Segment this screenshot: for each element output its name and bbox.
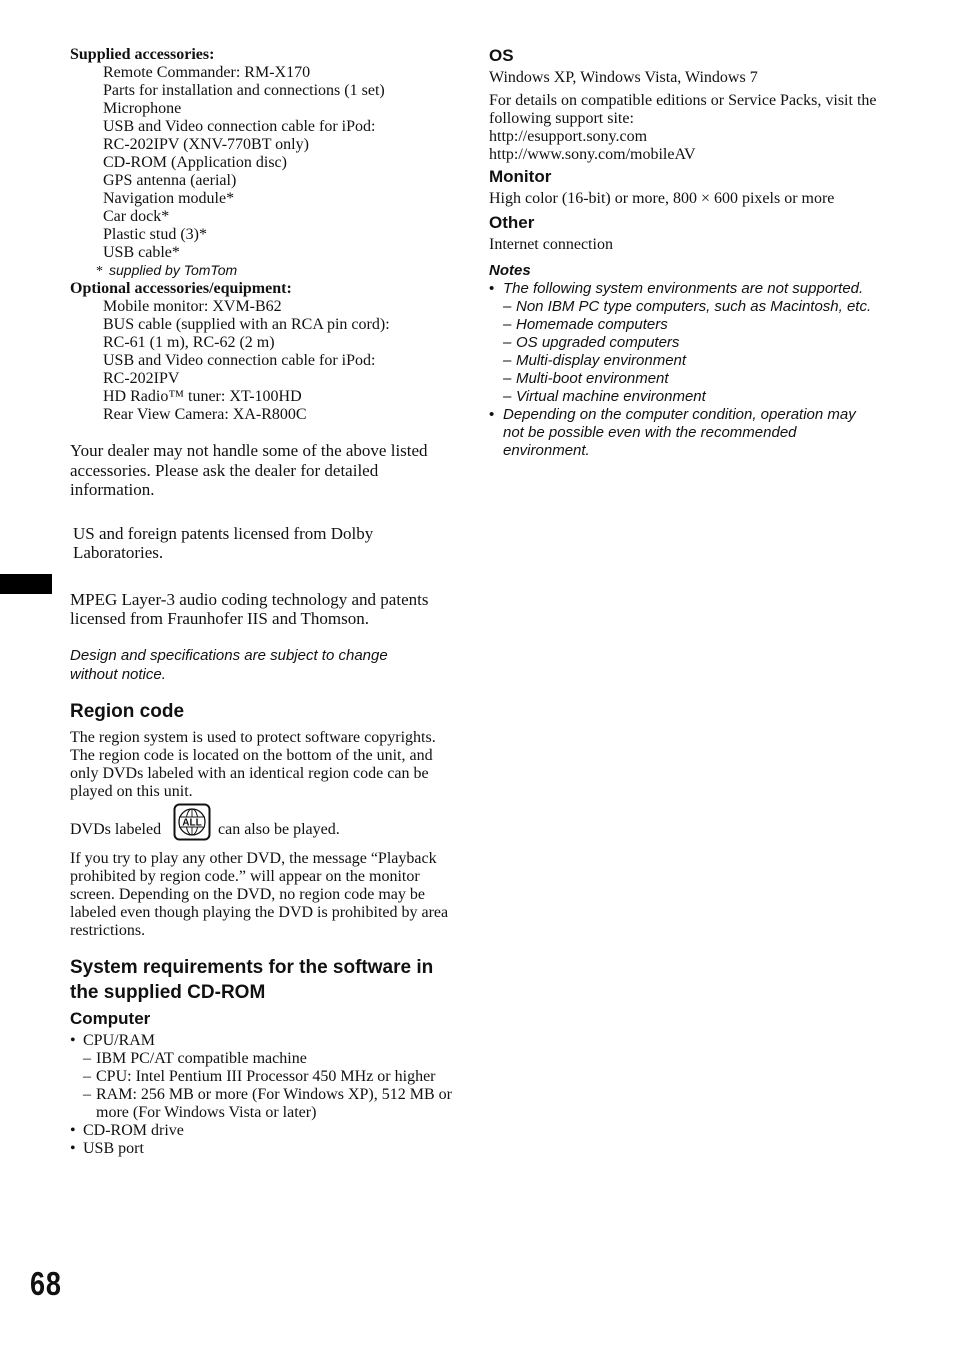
dvd-label-after: can also be played.: [218, 820, 340, 838]
cpu-ram-dash-item: – CPU: Intel Pentium III Processor 450 MHz or higher: [83, 1067, 436, 1085]
computer-heading: Computer: [70, 1008, 151, 1028]
section-tab-marker: [0, 574, 52, 594]
supplied-item: Car dock*: [103, 208, 170, 225]
dash-text: CPU: Intel Pentium III Processor 450 MHz or higher: [96, 1067, 436, 1085]
notes-bullet: • Depending on the computer condition, operation may not be possible even with the recommended environment.: [489, 406, 856, 459]
optional-accessories-title: Optional accessories/equipment:: [70, 280, 292, 297]
os-line: Windows XP, Windows Vista, Windows 7: [489, 69, 758, 86]
cdrom-label: CD-ROM drive: [83, 1121, 184, 1139]
supplied-item: USB cable*: [103, 244, 180, 261]
notes-dash-item: – Virtual machine environment: [503, 388, 706, 405]
notes-list: [489, 280, 879, 460]
mpeg-note: MPEG Layer-3 audio coding technology and patents licensed from Fraunhofer IIS and Thomson.: [70, 589, 429, 628]
cdrom-bullet: • CD-ROM drive: [70, 1121, 184, 1139]
supplied-item: RC-202IPV (XNV-770BT only): [103, 136, 309, 153]
optional-accessories-block: [70, 280, 455, 424]
design-note: Design and specifications are subject to change without notice.: [70, 646, 388, 683]
dash-text: Homemade computers: [516, 316, 668, 333]
dash-text: Multi-display environment: [516, 352, 687, 369]
region-all-globe-icon: [173, 803, 211, 841]
cpu-ram-dash-item: – IBM PC/AT compatible machine: [83, 1049, 307, 1067]
footnote-mark: *: [96, 264, 103, 279]
supplied-accessories-title: Supplied accessories:: [70, 46, 215, 63]
cpu-ram-label: CPU/RAM: [83, 1031, 156, 1049]
supplied-footnote: [70, 262, 455, 280]
supplied-accessories-block: [70, 46, 455, 280]
page-number: 68: [30, 1265, 62, 1302]
left-column: [70, 46, 455, 1158]
dealer-note: Your dealer may not handle some of the above listed accessories. Please ask the dealer for detailed information.: [70, 441, 428, 499]
dash-text: Virtual machine environment: [516, 388, 706, 405]
region-p1: The region system is used to protect software copyrights.: [70, 728, 436, 746]
usb-label: USB port: [83, 1139, 144, 1157]
optional-item: Rear View Camera: XA-R800C: [103, 406, 307, 423]
notes-dash-item: – Multi-boot environment: [503, 370, 669, 387]
other-heading: Other: [489, 213, 535, 232]
supplied-item: GPS antenna (aerial): [103, 172, 237, 189]
notes-dash-item: – Multi-display environment: [503, 352, 687, 369]
dolby-note: US and foreign patents licensed from Dolby Laboratories.: [73, 523, 374, 562]
optional-item: RC-202IPV: [103, 370, 180, 387]
dash-text: OS upgraded computers: [516, 334, 680, 351]
cpu-ram-dash-item: – RAM: 256 MB or more (For Windows XP), 512 MB or more (For Windows Vista or later): [83, 1085, 452, 1121]
dvd-label-before: DVDs labeled: [70, 820, 162, 838]
optional-item: Mobile monitor: XVM-B62: [103, 298, 282, 315]
notes-bullet: • The following system environments are not supported.: [489, 280, 864, 297]
notes-dash-item: – Non IBM PC type computers, such as Macintosh, etc.: [503, 298, 872, 315]
supplied-item: Plastic stud (3)*: [103, 226, 207, 243]
supplied-item: Parts for installation and connections (1 set): [103, 82, 385, 99]
usb-bullet: • USB port: [70, 1139, 144, 1157]
supplied-item: CD-ROM (Application disc): [103, 154, 287, 171]
os-url-mobileav[interactable]: http://www.sony.com/mobileAV: [489, 146, 696, 163]
dash-text: Non IBM PC type computers, such as Macintosh, etc.: [516, 298, 872, 315]
optional-item: HD Radio™ tuner: XT-100HD: [103, 388, 302, 405]
dash-text: Multi-boot environment: [516, 370, 669, 387]
dvd-label-line: [70, 815, 455, 851]
cpu-ram-bullet: • CPU/RAM: [70, 1031, 156, 1049]
notes-dash-item: – Homemade computers: [503, 316, 668, 333]
computer-list: [70, 1032, 455, 1158]
os-url-esupport[interactable]: http://esupport.sony.com: [489, 128, 648, 145]
region-icon-label: ALL: [182, 817, 202, 829]
supplied-item: Microphone: [103, 100, 182, 117]
os-details: For details on compatible editions or Service Packs, visit the following support site:: [489, 92, 877, 127]
system-requirements-heading: System requirements for the software in the supplied CD-ROM: [70, 956, 434, 1003]
notes-heading: Notes: [489, 262, 531, 279]
supplied-item: Remote Commander: RM-X170: [103, 64, 311, 81]
dash-text: IBM PC/AT compatible machine: [96, 1049, 307, 1067]
region-code-heading: Region code: [70, 700, 185, 722]
monitor-heading: Monitor: [489, 167, 552, 186]
optional-item: RC-61 (1 m), RC-62 (2 m): [103, 334, 275, 351]
region-p3: If you try to play any other DVD, the message “Playback prohibited by region code.” will appear on the monitor screen. Depending on the DVD, no region code may be labeled even though playing the DVD is prohibited by area restrictions.: [70, 849, 449, 939]
optional-item: BUS cable (supplied with an RCA pin cord):: [103, 316, 390, 333]
other-text: Internet connection: [489, 236, 613, 253]
optional-item: USB and Video connection cable for iPod:: [103, 352, 376, 369]
notes-dash-item: – OS upgraded computers: [503, 334, 680, 351]
region-p2: The region code is located on the bottom of the unit, and only DVDs labeled with an identical region code can be played on this unit.: [70, 746, 433, 800]
notes-bullet-text: Depending on the computer condition, operation may not be possible even with the recommended environment.: [503, 406, 856, 459]
monitor-text: High color (16-bit) or more, 800 × 600 pixels or more: [489, 190, 835, 207]
notes-bullet-text: The following system environments are not supported.: [503, 280, 864, 297]
supplied-item: Navigation module*: [103, 190, 235, 207]
supplied-item: USB and Video connection cable for iPod:: [103, 118, 376, 135]
os-heading: OS: [489, 46, 514, 65]
right-column: [489, 46, 879, 460]
dash-text: RAM: 256 MB or more (For Windows XP), 512 MB or more (For Windows Vista or later): [96, 1085, 452, 1121]
footnote-text: supplied by TomTom: [109, 262, 238, 278]
